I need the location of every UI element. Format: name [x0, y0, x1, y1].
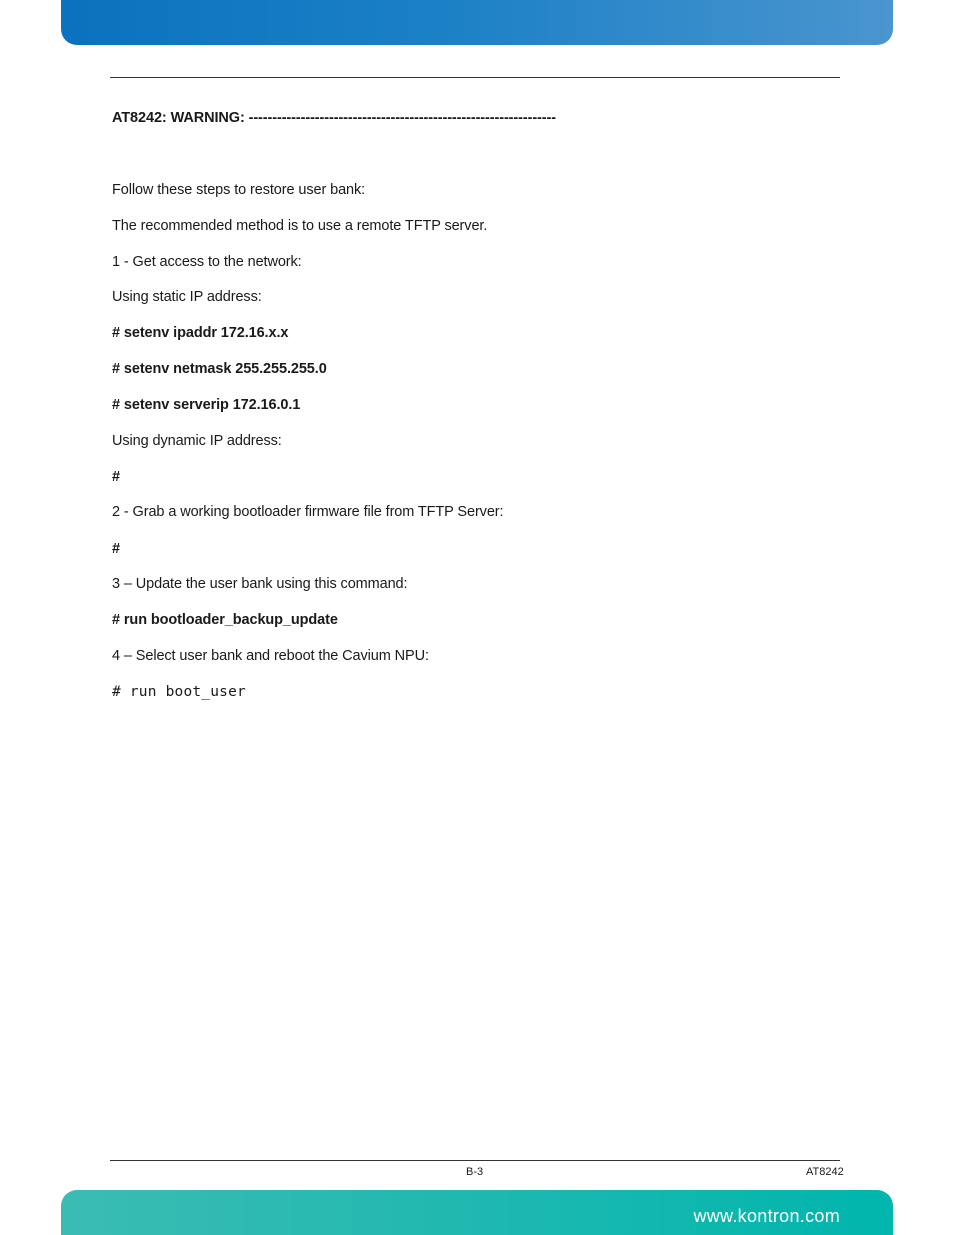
command-tftp-grab: #	[112, 541, 120, 557]
command-dynamic-ip: #	[112, 469, 120, 485]
command-boot-user: # run boot_user	[112, 684, 246, 700]
step-3-title: 3 – Update the user bank using this command:	[112, 576, 408, 592]
command-setenv-serverip: # setenv serverip 172.16.0.1	[112, 397, 301, 413]
command-setenv-netmask: # setenv netmask 255.255.255.0	[112, 361, 327, 377]
website-link[interactable]: www.kontron.com	[693, 1206, 840, 1226]
command-backup-update: # run bootloader_backup_update	[112, 612, 338, 628]
step-1-title: 1 - Get access to the network:	[112, 254, 302, 270]
step-4-title: 4 – Select user bank and reboot the Cavium NPU:	[112, 648, 429, 664]
page-number: B-3	[466, 1166, 484, 1178]
step-2-title: 2 - Grab a working bootloader firmware file from TFTP Server:	[112, 504, 504, 520]
product-name: AT8242	[806, 1166, 844, 1178]
instruction-intro: Follow these steps to restore user bank:	[112, 182, 366, 198]
header-rule	[110, 77, 840, 78]
dynamic-ip-label: Using dynamic IP address:	[112, 433, 282, 449]
footer-band	[61, 1190, 893, 1235]
recommended-method: The recommended method is to use a remote TFTP server.	[112, 218, 488, 234]
footer-rule	[110, 1160, 840, 1161]
header-band	[61, 0, 893, 45]
command-setenv-ipaddr: # setenv ipaddr 172.16.x.x	[112, 325, 289, 341]
static-ip-label: Using static IP address:	[112, 289, 262, 305]
warning-heading: AT8242: WARNING: -----------------------------------------------------------------	[112, 110, 556, 126]
